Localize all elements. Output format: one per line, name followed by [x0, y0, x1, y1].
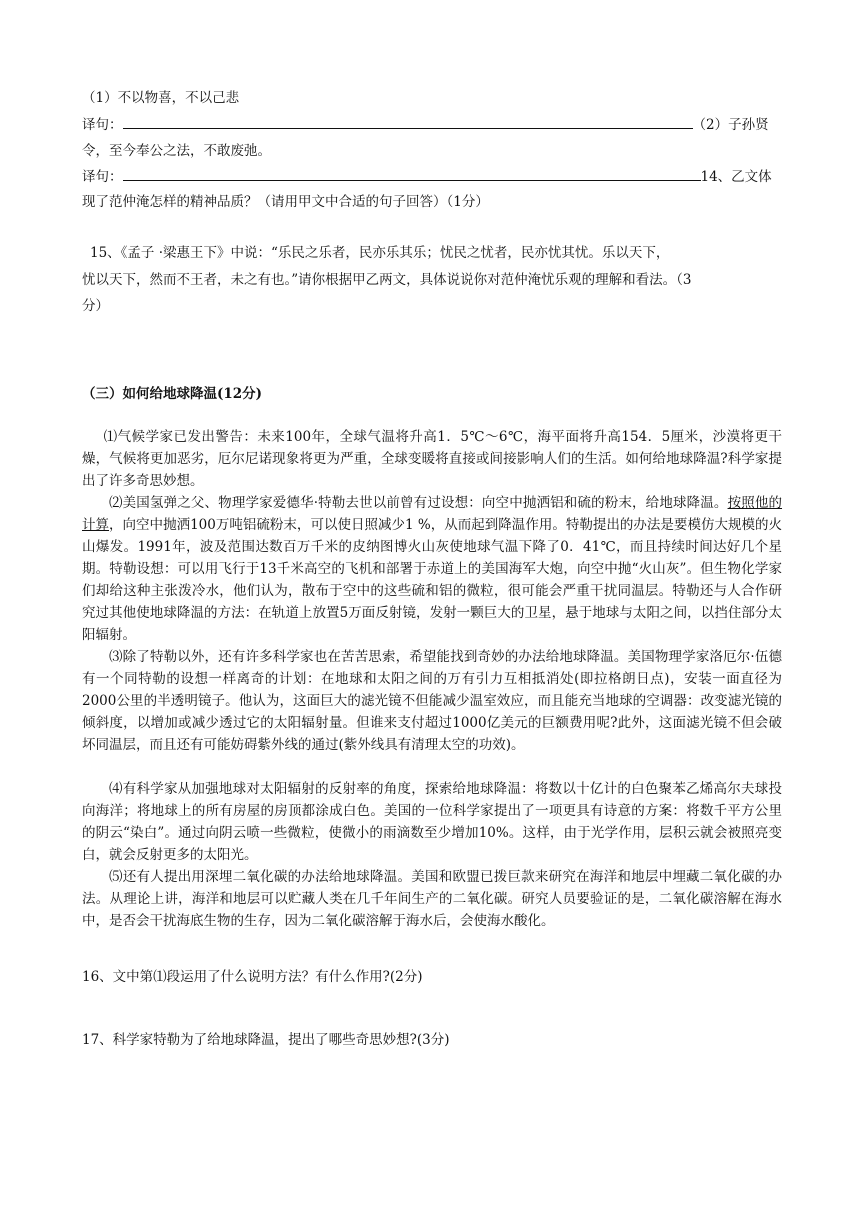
question-16: 16、文中第⑴段运用了什么说明方法？有什么作用?(2分) [82, 969, 423, 985]
question-14-head: 14、乙文体 [700, 169, 772, 185]
translation-label: 译句： [82, 169, 123, 185]
paragraph-3: ⑶除了特勒以外，还有许多科学家也在苦苦思索，希望能找到奇妙的办法给地球降温。美国物理学家洛厄尔·伍德有一个同特勒的设想一样离奇的计划：在地球和太阳之间的万有引力互相抵消处(即拉格朗日点)，安装一面直径为2000公里的半透明镜子。他认为，这面巨大的滤光镜不但能减少温室效应，而且能充当地球的空调器：改变滤光镜的倾斜度，以增加或减少透过它的太阳辐射量。但谁来支付超过1000亿美元的巨额费用呢?此外，这面滤光镜不但会破坏同温层，而且还有可能妨碍紫外线的通过(紫外线具有清理太空的功效)。 [82, 649, 782, 753]
translation-label: 译句： [82, 117, 123, 133]
question-15-line-3: 分） [82, 298, 109, 314]
answer-blank-1[interactable] [123, 114, 693, 129]
question-14-tail: 现了范仲淹怎样的精神品质？（请用甲文中合适的句子回答）（1分） [82, 194, 489, 210]
paragraph-5: ⑸还有人提出用深埋二氧化碳的办法给地球降温。美国和欧盟已拨巨款来研究在海洋和地层中埋藏二氧化碳的办法。从理论上讲，海洋和地层可以贮藏人类在几千年间生产的二氧化碳。研究人员要验证的是，二氧化碳溶解在海水中，是否会干扰海底生物的生存，因为二氧化碳溶解于海水后，会使海水酸化。 [82, 869, 782, 929]
paragraph-2 [82, 492, 782, 646]
paragraph-2-underlined: 按照他的计算 [82, 495, 783, 533]
paragraph-2-part-b: ，向空中抛洒100万吨铝硫粉末，可以使日照减少1 %，从而起到降温作用。特勒提出的办法是要模仿大规模的火山爆发。1991年，波及范围达数百万千米的皮纳图博火山灰使地球气温下降了0．41℃，而且持续时间达好几个星期。特勒设想：可以用飞行于13千米高空的飞机和部署于赤道上的美国海军大炮，向空中抛“火山灰”。但生物化学家们却给这种主张泼冷水，他们认为，散布于空中的这些硫和铝的微粒，很可能会严重干扰同温层。特勒还与人合作研究过其他使地球降温的方法：在轨道上放置5万面反射镜，发射一颗巨大的卫星，悬于地球与太阳之间，以挡住部分太阳辐射。 [82, 517, 783, 643]
paragraph-1: ⑴气候学家已发出警告：未来100年，全球气温将升高1．5℃～6℃，海平面将升高154．5厘米，沙漠将更干燥，气候将更加恶劣，厄尔尼诺现象将更为严重，全球变暖将直接或间接影响人们的生活。如何给地球降温?科学家提出了许多奇思妙想。 [82, 429, 782, 489]
translation-item-2-tail: 令，至今奉公之法，不敢废弛。 [82, 143, 271, 159]
translation-line-2 [82, 166, 772, 187]
question-15-line-1: 15、《孟子 ·梁惠王下》中说：“乐民之乐者，民亦乐其乐；忧民之忧者，民亦忧其忧。乐以天下， [90, 245, 670, 261]
paragraph-4: ⑷有科学家从加强地球对太阳辐射的反射率的角度，探索给地球降温：将数以十亿计的白色聚苯乙烯高尔夫球投向海洋；将地球上的所有房屋的房顶都涂成白色。美国的一位科学家提出了一项更具有诗意的方案：将数千平方公里的阴云“染白”。通过向阴云喷一些微粒，使微小的雨滴数至少增加10%。这样，由于光学作用，层积云就会被照亮变白，就会反射更多的太阳光。 [82, 781, 782, 863]
section-3-title: （三）如何给地球降温(12分) [82, 386, 263, 402]
translation-item-2-head: （2）子孙贤 [692, 117, 769, 133]
paragraph-2-part-a: ⑵美国氢弹之父、物理学家爱德华·特勒去世以前曾有过设想：向空中抛洒铝和硫的粉末，给地球降温。 [109, 495, 728, 511]
translation-item-1: （1）不以物喜，不以己悲 [82, 90, 240, 106]
question-15-line-2: 忧以天下，然而不王者，未之有也。”请你根据甲乙两文，具体说说你对范仲淹忧乐观的理解和看法。（3 [82, 272, 692, 288]
translation-line-1 [82, 114, 769, 135]
question-17: 17、科学家特勒为了给地球降温，提出了哪些奇思妙想?(3分) [82, 1032, 450, 1048]
answer-blank-2[interactable] [123, 166, 701, 181]
